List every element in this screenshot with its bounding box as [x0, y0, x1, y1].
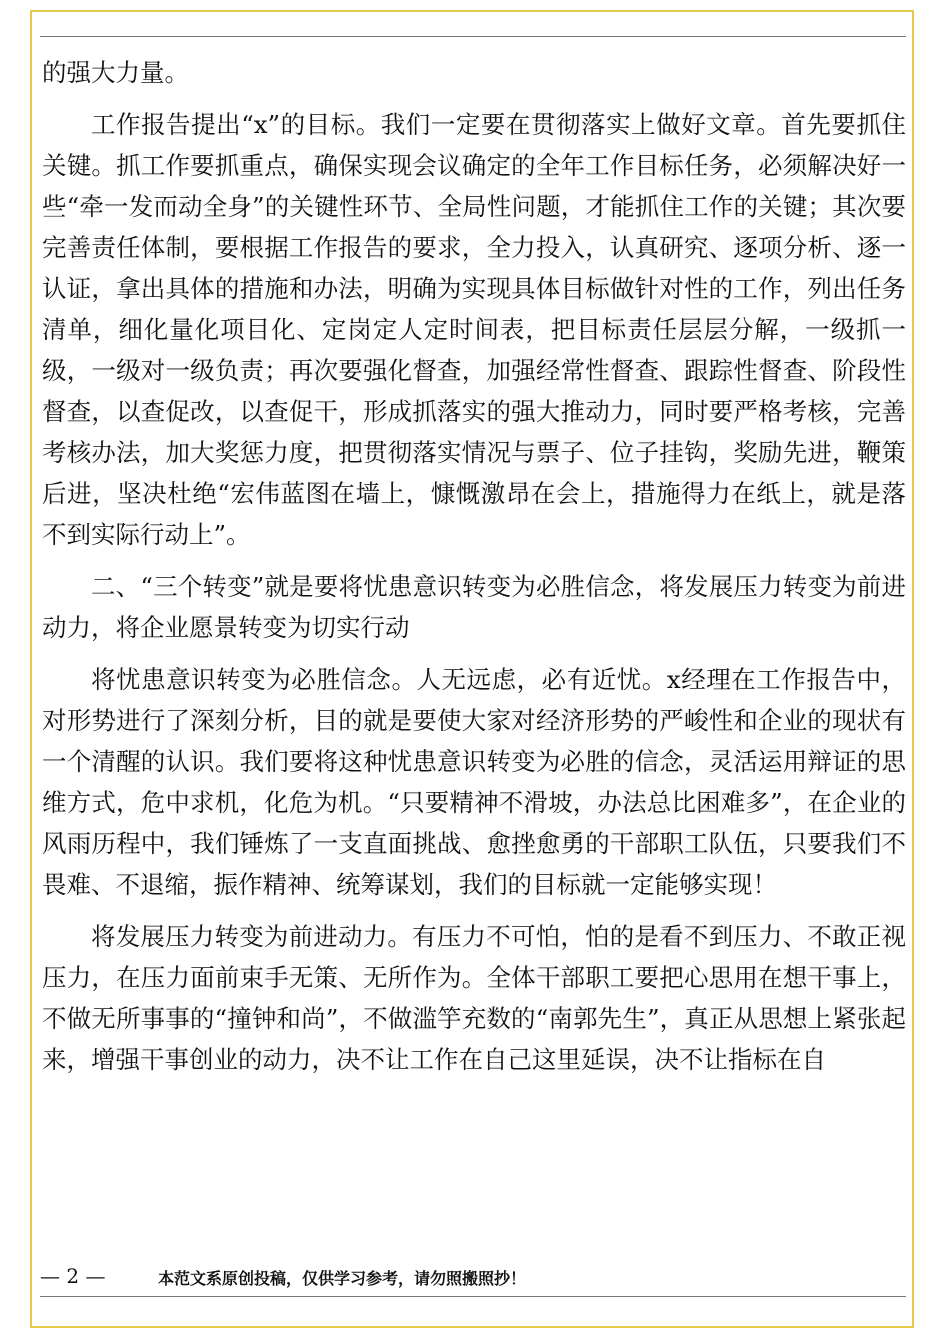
paragraph-continuation: 的强大力量。: [42, 58, 189, 87]
document-body: [42, 52, 906, 1080]
section-heading: 二、“三个转变”就是要将忧患意识转变为必胜信念，将发展压力转变为前进动力，将企业愿景转变为切实行动: [42, 572, 906, 642]
page-number: — 2 —: [40, 1264, 106, 1288]
footer-note: 本范文系原创投稿，仅供学习参考，请勿照搬照抄！: [158, 1269, 527, 1288]
paragraph: 将发展压力转变为前进动力。有压力不可怕，怕的是看不到压力、不敢正视压力，在压力面前束手无策、无所作为。全体干部职工要把心思用在想干事上，不做无所事事的“撞钟和尚”，不做滥竽充数的“南郭先生”，真正从思想上紧张起来，增强干事创业的动力，决不让工作在自己这里延误，决不让指标在自: [42, 922, 906, 1074]
paragraph: 工作报告提出“x”的目标。我们一定要在贯彻落实上做好文章。首先要抓住关键。抓工作要抓重点，确保实现会议确定的全年工作目标任务，必须解决好一些“牵一发而动全身”的关键性环节、全局性问题，才能抓住工作的关键；其次要完善责任体制，要根据工作报告的要求，全力投入，认真研究、逐项分析、逐一认证，拿出具体的措施和办法，明确为实现具体目标做针对性的工作，列出任务清单，细化量化项目化、定岗定人定时间表，把目标责任层层分解，一级抓一级，一级对一级负责；再次要强化督查，加强经常性督查、跟踪性督查、阶段性督查，以查促改，以查促干，形成抓落实的强大推动力，同时要严格考核，完善考核办法，加大奖惩力度，把贯彻落实情况与票子、位子挂钩，奖励先进，鞭策后进，坚决杜绝“宏伟蓝图在墙上，慷慨激昂在会上，措施得力在纸上，就是落不到实际行动上”。: [42, 110, 906, 549]
footer-rule: [40, 1296, 906, 1297]
paragraph: 将忧患意识转变为必胜信念。人无远虑，必有近忧。x经理在工作报告中，对形势进行了深刻分析，目的就是要使大家对经济形势的严峻性和企业的现状有一个清醒的认识。我们要将这种忧患意识转变为必胜的信念，灵活运用辩证的思维方式，危中求机，化危为机。“只要精神不滑坡，办法总比困难多”，在企业的风雨历程中，我们锤炼了一支直面挑战、愈挫愈勇的干部职工队伍，只要我们不畏难、不退缩，振作精神、统筹谋划，我们的目标就一定能够实现！: [42, 665, 906, 899]
header-rule: [40, 36, 906, 37]
